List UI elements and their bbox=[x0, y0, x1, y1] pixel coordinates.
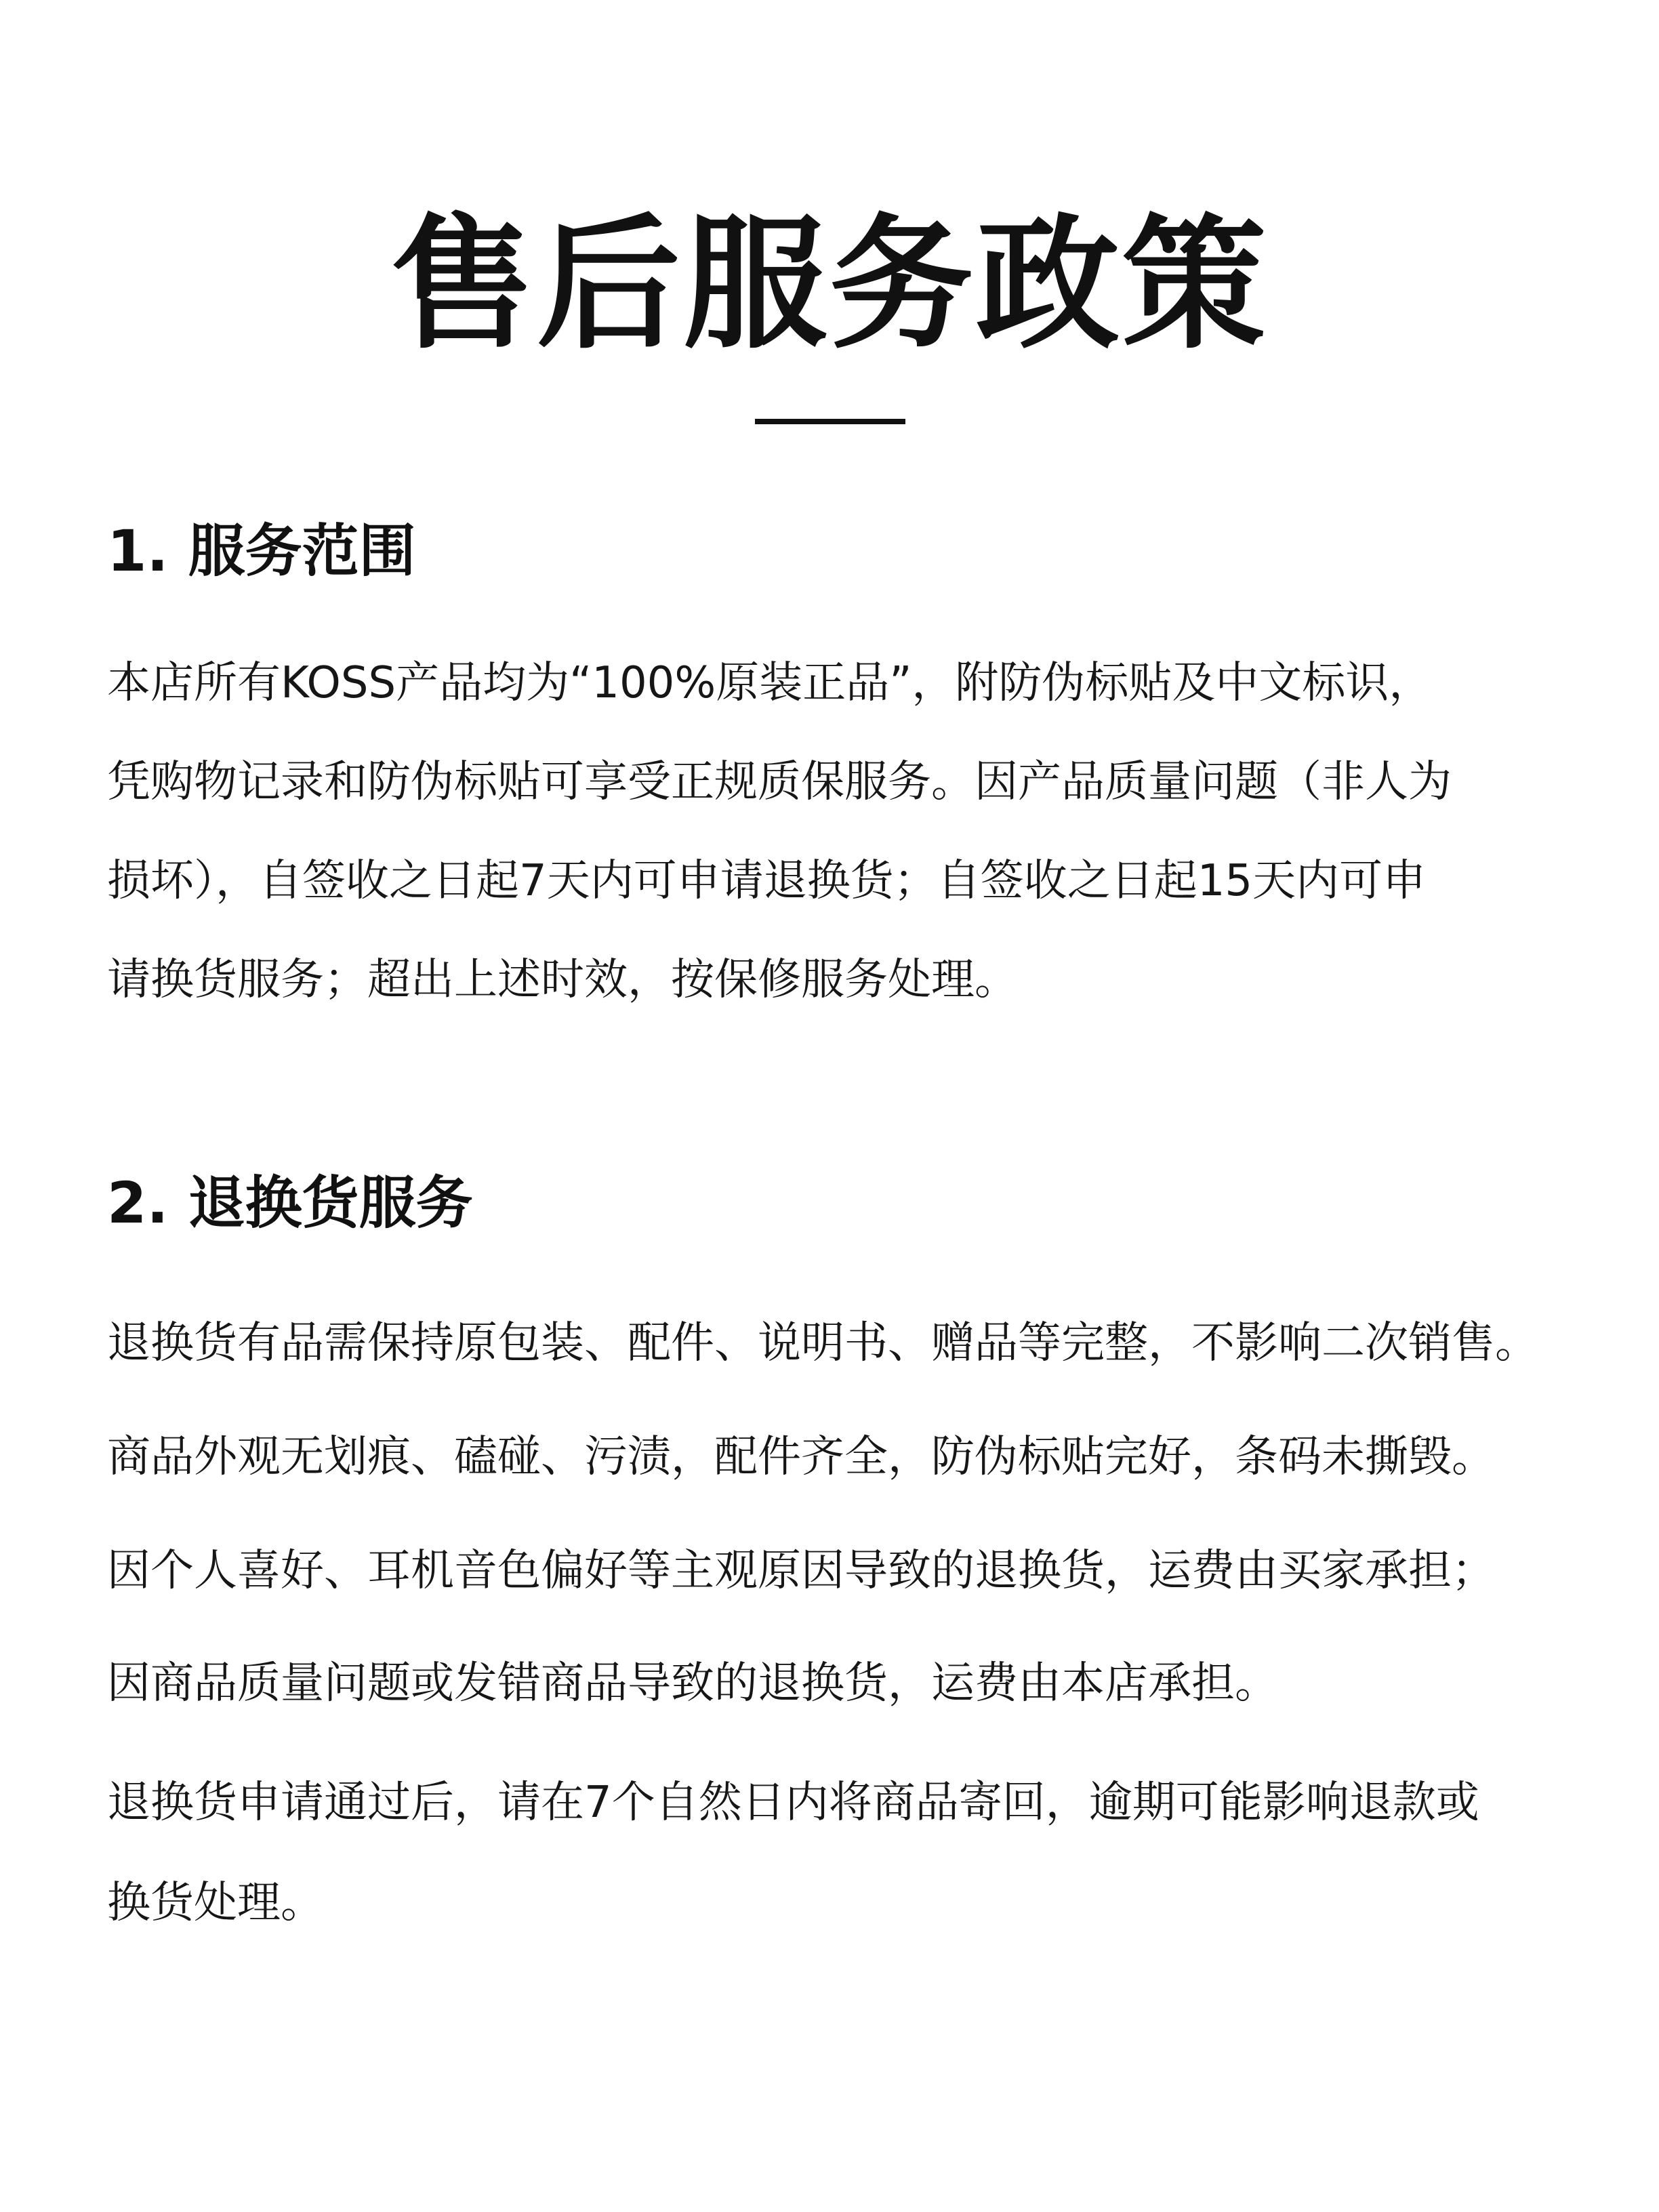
paragraph-line: 退换货申请通过后，请在7个自然日内将商品寄回，逾期可能影响退款或 bbox=[107, 1778, 1479, 1828]
paragraph-line: 损坏），自签收之日起7天内可申请退换货；自签收之日起15天内可申 bbox=[107, 856, 1427, 906]
paragraph-line: 本店所有KOSS产品均为“100%原装正品”，附防伪标贴及中文标识， bbox=[107, 658, 1433, 708]
paragraph-line: 换货处理。 bbox=[107, 1878, 324, 1928]
paragraph-line: 商品外观无划痕、磕碰、污渍，配件齐全，防伪标贴完好，条码未撕毁。 bbox=[107, 1432, 1495, 1482]
section-heading-return-exchange: 2. 退换货服务 bbox=[107, 1170, 473, 1236]
paragraph-line: 退换货有品需保持原包装、配件、说明书、赠品等完整，不影响二次销售。 bbox=[107, 1318, 1538, 1368]
title-divider bbox=[755, 419, 905, 424]
paragraph-line: 因商品质量问题或发错商品导致的退换货，运费由本店承担。 bbox=[107, 1658, 1278, 1708]
paragraph-line: 请换货服务；超出上述时效，按保修服务处理。 bbox=[107, 955, 1018, 1005]
paragraph-line: 凭购物记录和防伪标贴可享受正规质保服务。因产品质量问题（非人为 bbox=[107, 757, 1452, 807]
paragraph-line: 因个人喜好、耳机音色偏好等主观原因导致的退换货，运费由买家承担； bbox=[107, 1546, 1495, 1596]
section-heading-service-scope: 1. 服务范围 bbox=[107, 518, 416, 584]
page-title: 售后服务政策 bbox=[390, 201, 1269, 368]
